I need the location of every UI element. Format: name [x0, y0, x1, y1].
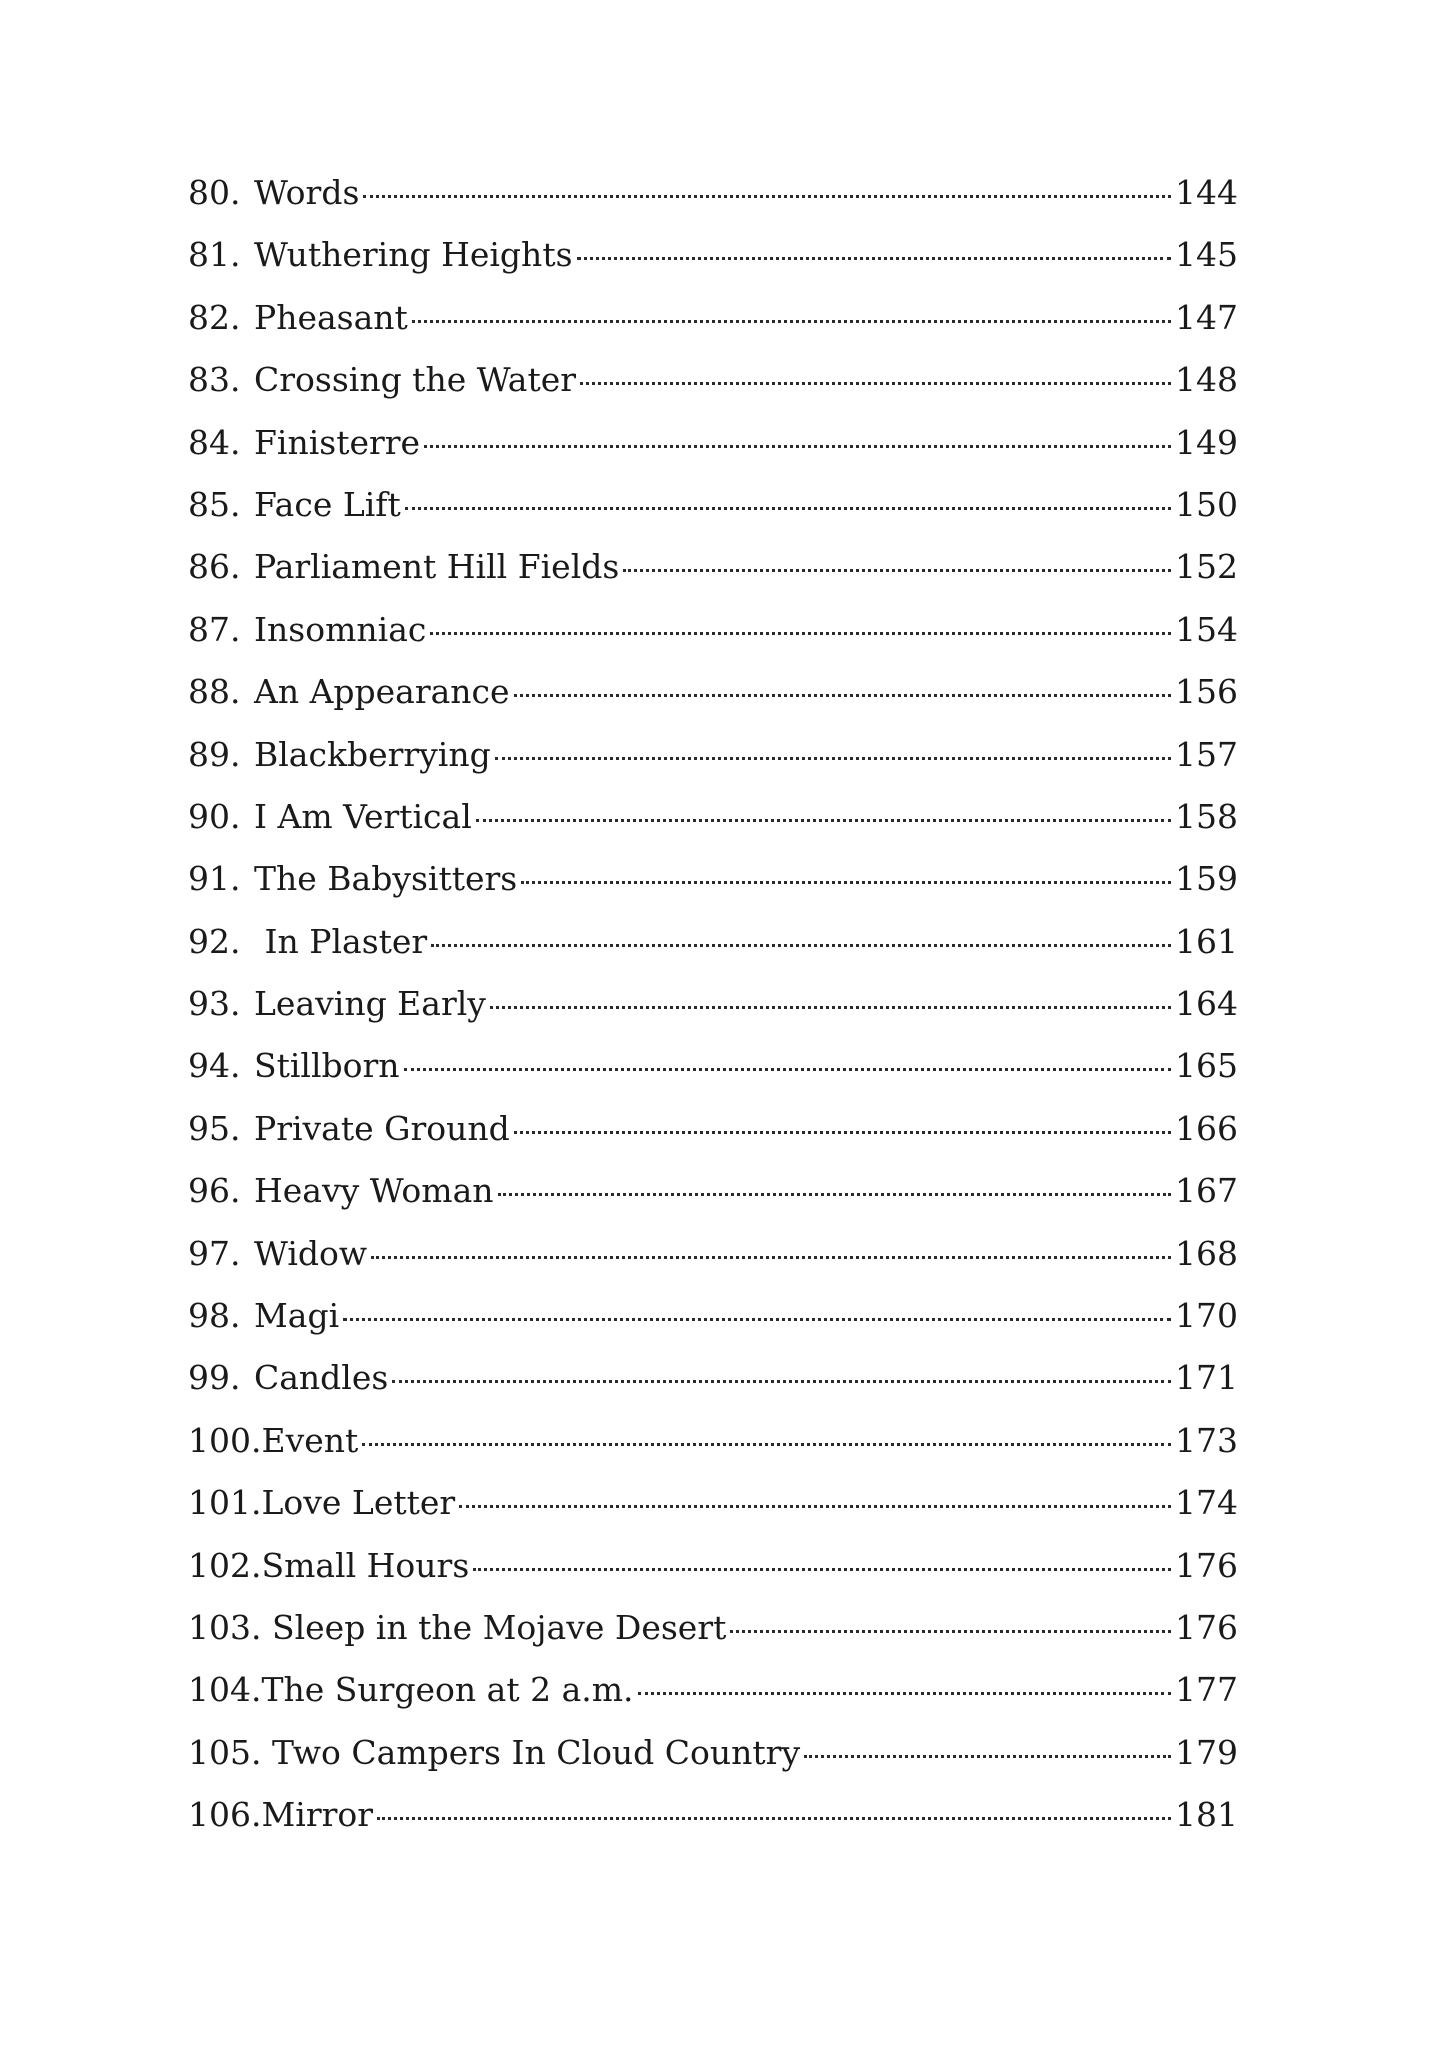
entry-page: 164 — [1175, 984, 1238, 1024]
entry-number: 87. — [188, 609, 241, 649]
entry-title: I Am Vertical — [254, 796, 472, 836]
entry-number: 105. — [188, 1732, 262, 1772]
entry-page: 167 — [1175, 1171, 1238, 1211]
entry-title: Candles — [254, 1358, 389, 1398]
toc-entry — [188, 287, 1238, 349]
entry-number: 84. — [188, 422, 241, 462]
entry-number: 99. — [188, 1358, 241, 1398]
toc-entry — [188, 1098, 1238, 1160]
entry-title: Heavy Woman — [254, 1171, 494, 1211]
entry-number: 90. — [188, 796, 241, 836]
entry-title: Words — [254, 173, 360, 212]
entry-title: Face Lift — [254, 484, 401, 524]
entry-page: 149 — [1175, 422, 1238, 462]
entry-number: 91. — [188, 859, 241, 899]
entry-title: In Plaster — [254, 921, 428, 961]
entry-title: Blackberrying — [254, 734, 491, 774]
entry-number: 89. — [188, 734, 241, 774]
toc-entry — [188, 1535, 1238, 1597]
entry-title: Private Ground — [254, 1108, 510, 1148]
dot-leader — [404, 1035, 1171, 1071]
entry-number: 97. — [188, 1233, 241, 1273]
entry-title: Widow — [254, 1233, 368, 1273]
entry-title: Two Campers In Cloud Country — [261, 1732, 801, 1772]
entry-page: 144 — [1175, 173, 1238, 212]
toc-entry — [188, 412, 1238, 474]
entry-page: 152 — [1175, 547, 1238, 587]
dot-leader — [638, 1659, 1171, 1695]
entry-title: Magi — [254, 1296, 340, 1336]
toc-entry — [188, 911, 1238, 973]
dot-leader — [490, 973, 1171, 1009]
entry-page: 156 — [1175, 672, 1238, 712]
toc-entry — [188, 1223, 1238, 1285]
dot-leader — [431, 911, 1171, 947]
entry-page: 150 — [1175, 484, 1238, 524]
entry-page: 179 — [1175, 1732, 1238, 1772]
toc-entry — [188, 724, 1238, 786]
entry-page: 159 — [1175, 859, 1238, 899]
entry-number: 86. — [188, 547, 241, 587]
dot-leader — [424, 412, 1171, 448]
toc-entry — [188, 1722, 1238, 1784]
dot-leader — [473, 1535, 1171, 1571]
toc-entry — [188, 1784, 1238, 1846]
entry-title: Parliament Hill Fields — [254, 547, 620, 587]
entry-number: 98. — [188, 1296, 241, 1336]
entry-page: 147 — [1175, 297, 1238, 337]
entry-number: 100. — [188, 1420, 262, 1460]
toc-entry — [188, 599, 1238, 661]
entry-page: 161 — [1175, 921, 1238, 961]
entry-page: 181 — [1175, 1795, 1238, 1835]
entry-number: 95. — [188, 1108, 241, 1148]
dot-leader — [412, 287, 1171, 323]
toc-entry — [188, 474, 1238, 536]
entry-page: 176 — [1175, 1545, 1238, 1585]
entry-page: 173 — [1175, 1420, 1238, 1460]
entry-page: 176 — [1175, 1607, 1238, 1647]
table-of-contents — [188, 162, 1238, 1847]
toc-entry — [188, 1410, 1238, 1472]
entry-number: 103. — [188, 1607, 262, 1647]
entry-page: 157 — [1175, 734, 1238, 774]
dot-leader — [392, 1347, 1171, 1383]
entry-number: 92. — [188, 921, 241, 961]
dot-leader — [405, 474, 1171, 510]
toc-entry — [188, 162, 1238, 224]
toc-entry — [188, 1035, 1238, 1097]
entry-number: 80. — [188, 173, 241, 212]
dot-leader — [377, 1784, 1171, 1820]
entry-number: 102. — [188, 1545, 262, 1585]
entry-title: Love Letter — [261, 1483, 456, 1523]
toc-entry — [188, 786, 1238, 848]
entry-number: 101. — [188, 1483, 262, 1523]
entry-number: 82. — [188, 297, 241, 337]
toc-entry — [188, 1285, 1238, 1347]
entry-page: 145 — [1175, 235, 1238, 275]
entry-title: Insomniac — [254, 609, 427, 649]
entry-number: 104. — [188, 1670, 262, 1710]
toc-entry — [188, 1160, 1238, 1222]
entry-title: Pheasant — [254, 297, 408, 337]
entry-number: 94. — [188, 1046, 241, 1086]
entry-number: 96. — [188, 1171, 241, 1211]
dot-leader — [577, 224, 1171, 260]
entry-title: Mirror — [261, 1795, 374, 1835]
entry-number: 88. — [188, 672, 241, 712]
dot-leader — [343, 1285, 1171, 1321]
dot-leader — [495, 724, 1171, 760]
entry-title: Stillborn — [254, 1046, 400, 1086]
entry-page: 170 — [1175, 1296, 1238, 1336]
dot-leader — [362, 1410, 1171, 1446]
toc-entry — [188, 536, 1238, 598]
entry-number: 85. — [188, 484, 241, 524]
dot-leader — [363, 162, 1171, 198]
entry-title: Leaving Early — [254, 984, 486, 1024]
dot-leader — [730, 1597, 1171, 1633]
toc-entry — [188, 1347, 1238, 1409]
entry-title: Crossing the Water — [254, 360, 577, 400]
entry-page: 154 — [1175, 609, 1238, 649]
entry-number: 81. — [188, 235, 241, 275]
entry-title: An Appearance — [254, 672, 510, 712]
entry-page: 168 — [1175, 1233, 1238, 1273]
entry-page: 158 — [1175, 796, 1238, 836]
dot-leader — [430, 599, 1171, 635]
entry-page: 148 — [1175, 360, 1238, 400]
toc-entry — [188, 224, 1238, 286]
entry-title: Wuthering Heights — [254, 235, 573, 275]
dot-leader — [580, 349, 1171, 385]
entry-title: The Babysitters — [254, 859, 518, 899]
dot-leader — [459, 1472, 1171, 1508]
dot-leader — [371, 1223, 1171, 1259]
entry-title: Sleep in the Mojave Desert — [261, 1607, 727, 1647]
entry-title: Event — [261, 1420, 359, 1460]
toc-entry — [188, 1659, 1238, 1721]
entry-page: 174 — [1175, 1483, 1238, 1523]
dot-leader — [521, 848, 1171, 884]
entry-title: Small Hours — [261, 1545, 470, 1585]
toc-entry — [188, 349, 1238, 411]
toc-entry — [188, 661, 1238, 723]
dot-leader — [623, 536, 1171, 572]
entry-page: 171 — [1175, 1358, 1238, 1398]
entry-number: 83. — [188, 360, 241, 400]
dot-leader — [514, 1098, 1171, 1134]
toc-entry — [188, 1472, 1238, 1534]
entry-number: 106. — [188, 1795, 262, 1835]
dot-leader — [804, 1722, 1171, 1758]
entry-page: 165 — [1175, 1046, 1238, 1086]
entry-page: 177 — [1175, 1670, 1238, 1710]
dot-leader — [514, 661, 1171, 697]
entry-number: 93. — [188, 984, 241, 1024]
toc-entry — [188, 973, 1238, 1035]
toc-entry — [188, 1597, 1238, 1659]
dot-leader — [498, 1160, 1171, 1196]
dot-leader — [476, 786, 1171, 822]
entry-page: 166 — [1175, 1108, 1238, 1148]
entry-title: Finisterre — [254, 422, 421, 462]
toc-entry — [188, 848, 1238, 910]
entry-title: The Surgeon at 2 a.m. — [261, 1670, 634, 1710]
